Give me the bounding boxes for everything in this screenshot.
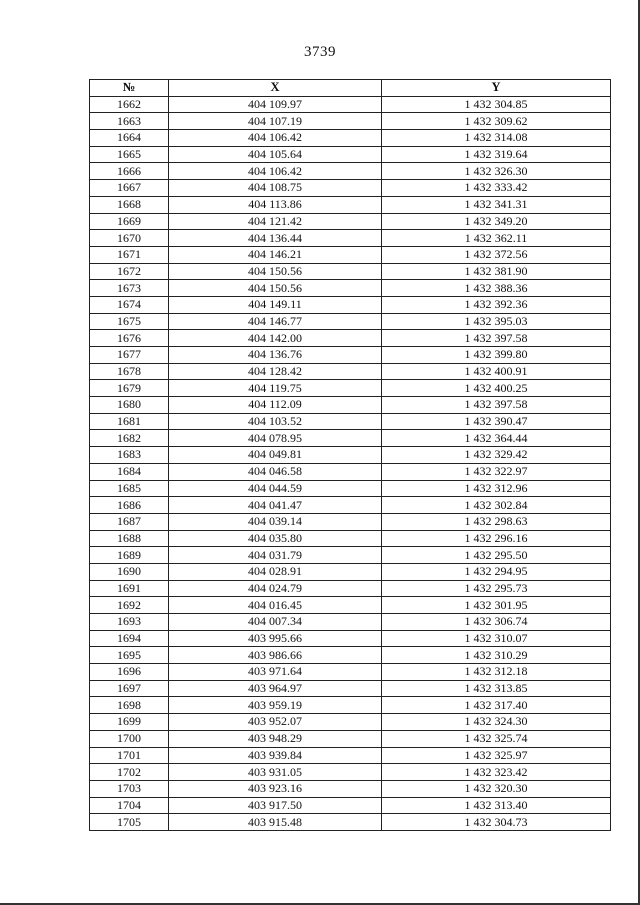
cell-number: 1700 xyxy=(90,730,169,747)
table-row xyxy=(90,797,611,814)
cell-y: 1 432 313.85 xyxy=(382,680,611,697)
cell-x: 404 105.64 xyxy=(169,146,382,163)
cell-x: 404 028.91 xyxy=(169,563,382,580)
cell-x: 404 119.75 xyxy=(169,380,382,397)
cell-x: 404 146.77 xyxy=(169,313,382,330)
table-row xyxy=(90,680,611,697)
cell-number: 1680 xyxy=(90,397,169,414)
table-row xyxy=(90,480,611,497)
cell-number: 1705 xyxy=(90,814,169,831)
cell-y: 1 432 333.42 xyxy=(382,180,611,197)
cell-y: 1 432 319.64 xyxy=(382,146,611,163)
table-row xyxy=(90,196,611,213)
cell-y: 1 432 326.30 xyxy=(382,163,611,180)
cell-x: 404 142.00 xyxy=(169,330,382,347)
table-row xyxy=(90,330,611,347)
cell-y: 1 432 306.74 xyxy=(382,614,611,631)
header-number: № xyxy=(90,80,169,97)
cell-number: 1701 xyxy=(90,747,169,764)
cell-y: 1 432 349.20 xyxy=(382,213,611,230)
cell-x: 403 986.66 xyxy=(169,647,382,664)
cell-number: 1703 xyxy=(90,780,169,797)
cell-y: 1 432 304.73 xyxy=(382,814,611,831)
cell-x: 404 150.56 xyxy=(169,280,382,297)
cell-x: 404 112.09 xyxy=(169,397,382,414)
cell-y: 1 432 388.36 xyxy=(382,280,611,297)
table-row xyxy=(90,714,611,731)
cell-y: 1 432 325.74 xyxy=(382,730,611,747)
cell-x: 403 917.50 xyxy=(169,797,382,814)
cell-y: 1 432 295.50 xyxy=(382,547,611,564)
cell-number: 1694 xyxy=(90,630,169,647)
cell-y: 1 432 397.58 xyxy=(382,397,611,414)
cell-y: 1 432 310.07 xyxy=(382,630,611,647)
cell-x: 404 016.45 xyxy=(169,597,382,614)
cell-x: 404 121.42 xyxy=(169,213,382,230)
cell-number: 1688 xyxy=(90,530,169,547)
cell-y: 1 432 372.56 xyxy=(382,246,611,263)
cell-number: 1699 xyxy=(90,714,169,731)
table-header-row xyxy=(90,80,611,97)
cell-number: 1672 xyxy=(90,263,169,280)
table-row xyxy=(90,430,611,447)
coordinates-table xyxy=(89,79,611,831)
table-row xyxy=(90,347,611,364)
cell-y: 1 432 392.36 xyxy=(382,296,611,313)
table-row xyxy=(90,447,611,464)
cell-x: 404 106.42 xyxy=(169,163,382,180)
cell-y: 1 432 323.42 xyxy=(382,764,611,781)
cell-y: 1 432 301.95 xyxy=(382,597,611,614)
cell-x: 404 113.86 xyxy=(169,196,382,213)
cell-number: 1673 xyxy=(90,280,169,297)
cell-number: 1677 xyxy=(90,347,169,364)
cell-x: 403 995.66 xyxy=(169,630,382,647)
cell-number: 1667 xyxy=(90,180,169,197)
cell-x: 404 136.44 xyxy=(169,230,382,247)
cell-y: 1 432 400.91 xyxy=(382,363,611,380)
cell-y: 1 432 395.03 xyxy=(382,313,611,330)
table-row xyxy=(90,730,611,747)
table-row xyxy=(90,180,611,197)
cell-x: 404 108.75 xyxy=(169,180,382,197)
cell-number: 1704 xyxy=(90,797,169,814)
cell-y: 1 432 312.18 xyxy=(382,664,611,681)
cell-x: 404 106.42 xyxy=(169,130,382,147)
cell-x: 403 931.05 xyxy=(169,764,382,781)
table-row xyxy=(90,563,611,580)
cell-y: 1 432 312.96 xyxy=(382,480,611,497)
cell-number: 1690 xyxy=(90,563,169,580)
cell-y: 1 432 310.29 xyxy=(382,647,611,664)
cell-number: 1665 xyxy=(90,146,169,163)
table-row xyxy=(90,463,611,480)
cell-number: 1683 xyxy=(90,447,169,464)
table-row xyxy=(90,146,611,163)
cell-x: 404 024.79 xyxy=(169,580,382,597)
cell-x: 404 007.34 xyxy=(169,614,382,631)
cell-y: 1 432 296.16 xyxy=(382,530,611,547)
cell-x: 404 049.81 xyxy=(169,447,382,464)
table-row xyxy=(90,597,611,614)
cell-number: 1696 xyxy=(90,664,169,681)
cell-y: 1 432 314.08 xyxy=(382,130,611,147)
cell-number: 1692 xyxy=(90,597,169,614)
table-row xyxy=(90,547,611,564)
cell-y: 1 432 304.85 xyxy=(382,96,611,113)
table-row xyxy=(90,96,611,113)
cell-y: 1 432 295.73 xyxy=(382,580,611,597)
cell-y: 1 432 362.11 xyxy=(382,230,611,247)
cell-number: 1670 xyxy=(90,230,169,247)
page-number: 3739 xyxy=(304,44,336,60)
header-x: X xyxy=(169,80,382,97)
cell-y: 1 432 294.95 xyxy=(382,563,611,580)
cell-x: 403 948.29 xyxy=(169,730,382,747)
cell-x: 404 035.80 xyxy=(169,530,382,547)
table-row xyxy=(90,664,611,681)
cell-x: 403 923.16 xyxy=(169,780,382,797)
cell-number: 1668 xyxy=(90,196,169,213)
cell-number: 1669 xyxy=(90,213,169,230)
cell-number: 1664 xyxy=(90,130,169,147)
table-row xyxy=(90,296,611,313)
cell-number: 1691 xyxy=(90,580,169,597)
table-row xyxy=(90,246,611,263)
cell-y: 1 432 399.80 xyxy=(382,347,611,364)
cell-number: 1686 xyxy=(90,497,169,514)
cell-y: 1 432 309.62 xyxy=(382,113,611,130)
table-row xyxy=(90,380,611,397)
cell-x: 403 959.19 xyxy=(169,697,382,714)
cell-number: 1674 xyxy=(90,296,169,313)
table-row xyxy=(90,163,611,180)
table-row xyxy=(90,780,611,797)
cell-x: 404 107.19 xyxy=(169,113,382,130)
cell-y: 1 432 364.44 xyxy=(382,430,611,447)
cell-number: 1698 xyxy=(90,697,169,714)
table-row xyxy=(90,513,611,530)
cell-x: 403 915.48 xyxy=(169,814,382,831)
cell-number: 1689 xyxy=(90,547,169,564)
table-row xyxy=(90,263,611,280)
cell-number: 1675 xyxy=(90,313,169,330)
cell-x: 404 109.97 xyxy=(169,96,382,113)
cell-number: 1681 xyxy=(90,413,169,430)
cell-number: 1676 xyxy=(90,330,169,347)
cell-number: 1671 xyxy=(90,246,169,263)
cell-number: 1679 xyxy=(90,380,169,397)
table-row xyxy=(90,363,611,380)
table-row xyxy=(90,230,611,247)
table-row xyxy=(90,113,611,130)
cell-x: 404 149.11 xyxy=(169,296,382,313)
table-row xyxy=(90,647,611,664)
cell-number: 1693 xyxy=(90,614,169,631)
table-row xyxy=(90,213,611,230)
cell-number: 1662 xyxy=(90,96,169,113)
table-row xyxy=(90,130,611,147)
table-row xyxy=(90,497,611,514)
cell-number: 1702 xyxy=(90,764,169,781)
table-row xyxy=(90,580,611,597)
table-row xyxy=(90,397,611,414)
cell-number: 1682 xyxy=(90,430,169,447)
cell-y: 1 432 322.97 xyxy=(382,463,611,480)
cell-number: 1697 xyxy=(90,680,169,697)
table-row xyxy=(90,413,611,430)
table-row xyxy=(90,814,611,831)
cell-y: 1 432 317.40 xyxy=(382,697,611,714)
header-y: Y xyxy=(382,80,611,97)
cell-number: 1695 xyxy=(90,647,169,664)
cell-y: 1 432 381.90 xyxy=(382,263,611,280)
cell-x: 404 078.95 xyxy=(169,430,382,447)
cell-y: 1 432 298.63 xyxy=(382,513,611,530)
table-row xyxy=(90,697,611,714)
cell-y: 1 432 397.58 xyxy=(382,330,611,347)
cell-x: 404 039.14 xyxy=(169,513,382,530)
cell-x: 403 971.64 xyxy=(169,664,382,681)
cell-y: 1 432 313.40 xyxy=(382,797,611,814)
table-body xyxy=(90,96,611,830)
cell-x: 403 952.07 xyxy=(169,714,382,731)
cell-y: 1 432 329.42 xyxy=(382,447,611,464)
cell-y: 1 432 341.31 xyxy=(382,196,611,213)
cell-y: 1 432 324.30 xyxy=(382,714,611,731)
cell-number: 1678 xyxy=(90,363,169,380)
cell-y: 1 432 390.47 xyxy=(382,413,611,430)
cell-x: 404 128.42 xyxy=(169,363,382,380)
cell-x: 404 044.59 xyxy=(169,480,382,497)
table-row xyxy=(90,747,611,764)
cell-number: 1684 xyxy=(90,463,169,480)
cell-x: 404 031.79 xyxy=(169,547,382,564)
cell-y: 1 432 320.30 xyxy=(382,780,611,797)
table-row xyxy=(90,530,611,547)
cell-x: 404 046.58 xyxy=(169,463,382,480)
cell-number: 1687 xyxy=(90,513,169,530)
table-row xyxy=(90,313,611,330)
table-row xyxy=(90,764,611,781)
cell-x: 404 041.47 xyxy=(169,497,382,514)
cell-number: 1663 xyxy=(90,113,169,130)
cell-x: 404 136.76 xyxy=(169,347,382,364)
cell-number: 1685 xyxy=(90,480,169,497)
cell-x: 404 103.52 xyxy=(169,413,382,430)
cell-y: 1 432 400.25 xyxy=(382,380,611,397)
table-row xyxy=(90,630,611,647)
cell-y: 1 432 325.97 xyxy=(382,747,611,764)
cell-x: 403 939.84 xyxy=(169,747,382,764)
cell-x: 404 150.56 xyxy=(169,263,382,280)
cell-number: 1666 xyxy=(90,163,169,180)
table-row xyxy=(90,614,611,631)
cell-x: 403 964.97 xyxy=(169,680,382,697)
table-row xyxy=(90,280,611,297)
cell-y: 1 432 302.84 xyxy=(382,497,611,514)
cell-x: 404 146.21 xyxy=(169,246,382,263)
